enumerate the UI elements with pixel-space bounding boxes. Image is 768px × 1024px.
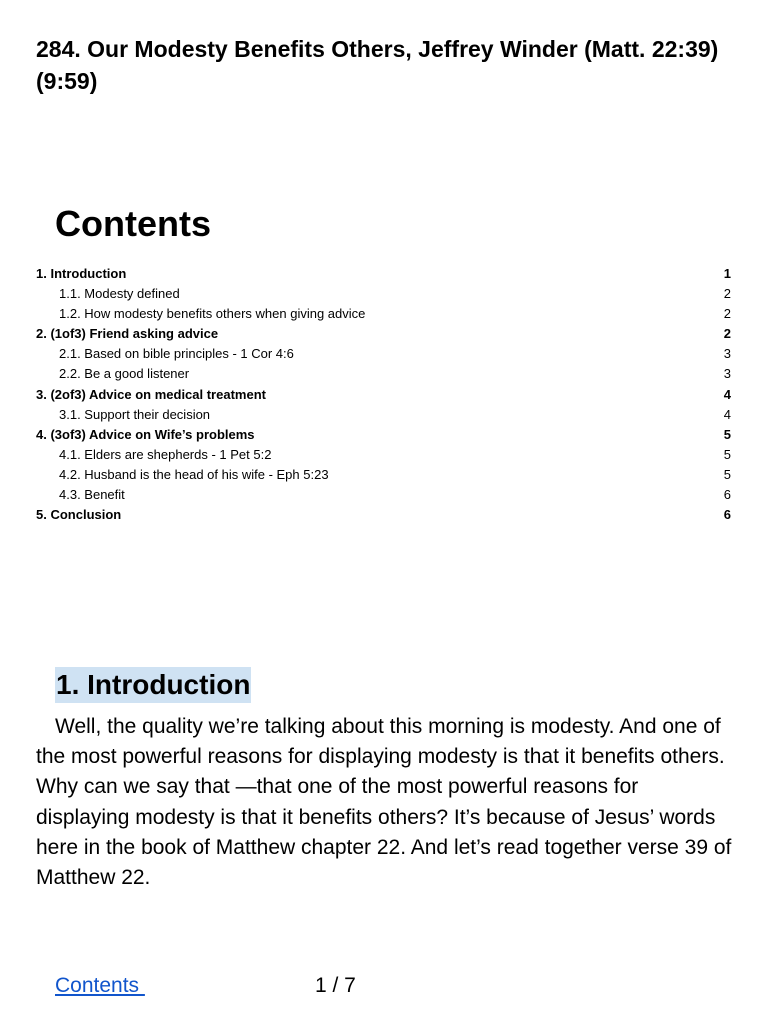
toc-entry-page[interactable]: 5 xyxy=(723,426,731,442)
toc-entry-text[interactable]: 3. (2of3) Advice on medical treatment xyxy=(36,386,266,402)
toc-entry-page[interactable]: 3 xyxy=(723,366,731,382)
introduction-paragraph: Well, the quality we’re talking about this morning is modesty. And one of the most powerful reasons for displaying modesty is that it benefits others. Why can we say that —that one of the most powerful reasons for displaying modesty is that it benefits others? It’s because of Jesus’ words here in the book of Matthew chapter 22. And let’s read together verse 39 of Matthew 22. xyxy=(36,715,732,890)
toc-entry-page[interactable]: 5 xyxy=(723,466,731,482)
toc-entry-text[interactable]: 4.2. Husband is the head of his wife - Eph 5:23 xyxy=(59,466,329,482)
toc-entry-text[interactable]: 4.3. Benefit xyxy=(59,487,125,503)
toc-entry-page[interactable]: 6 xyxy=(723,487,731,503)
toc-entry[interactable] xyxy=(36,364,731,384)
toc-entry[interactable] xyxy=(36,344,731,364)
toc-entry-page[interactable]: 3 xyxy=(723,346,731,362)
toc-entry[interactable] xyxy=(36,405,731,425)
toc-heading: Contents xyxy=(55,203,211,244)
toc-entry-text[interactable]: 2.2. Be a good listener xyxy=(59,366,190,382)
toc-entry-text[interactable]: 2. (1of3) Friend asking advice xyxy=(36,326,219,342)
document-title: 284. Our Modesty Benefits Others, Jeffrey Winder (Matt. 22:39) (9:59) xyxy=(36,36,719,94)
toc-entry[interactable] xyxy=(36,425,731,445)
toc-entry-page[interactable]: 4 xyxy=(723,386,731,402)
toc-entry[interactable] xyxy=(36,485,731,505)
section-heading-introduction: 1. Introduction xyxy=(55,667,251,703)
toc-entry-page[interactable]: 2 xyxy=(723,286,731,302)
contents-link[interactable]: Contents xyxy=(55,974,145,997)
toc-entry[interactable] xyxy=(36,264,731,284)
toc-entry[interactable] xyxy=(36,304,731,324)
toc-entry-text[interactable]: 3.1. Support their decision xyxy=(59,406,211,422)
toc-entry-text[interactable]: 5. Conclusion xyxy=(36,507,122,523)
toc-entry-page[interactable]: 1 xyxy=(723,266,731,281)
toc-entry[interactable] xyxy=(36,465,731,485)
toc-entry[interactable] xyxy=(36,284,731,304)
toc-entry-page[interactable]: 5 xyxy=(723,446,731,462)
toc-entry-text[interactable]: 4. (3of3) Advice on Wife’s problems xyxy=(36,426,255,442)
toc-entry-page[interactable]: 6 xyxy=(723,507,731,523)
toc-entry-text[interactable]: 1. Introduction xyxy=(36,266,127,281)
toc-entry[interactable] xyxy=(36,324,731,344)
toc-entry-text[interactable]: 1.1. Modesty defined xyxy=(59,286,180,302)
toc-entry-text[interactable]: 2.1. Based on bible principles - 1 Cor 4:6 xyxy=(59,346,294,362)
toc-entry[interactable] xyxy=(36,505,731,525)
toc-entry-text[interactable]: 1.2. How modesty benefits others when giving advice xyxy=(59,306,366,322)
toc-entry-page[interactable]: 2 xyxy=(723,306,731,322)
toc-entry-page[interactable]: 4 xyxy=(723,406,731,422)
toc-entry-page[interactable]: 2 xyxy=(723,326,731,342)
toc-entry[interactable] xyxy=(36,445,731,465)
toc-entry[interactable] xyxy=(36,385,731,405)
table-of-contents xyxy=(36,264,731,525)
page-indicator: 1 / 7 xyxy=(315,974,356,997)
toc-entry-text[interactable]: 4.1. Elders are shepherds - 1 Pet 5:2 xyxy=(59,446,272,462)
